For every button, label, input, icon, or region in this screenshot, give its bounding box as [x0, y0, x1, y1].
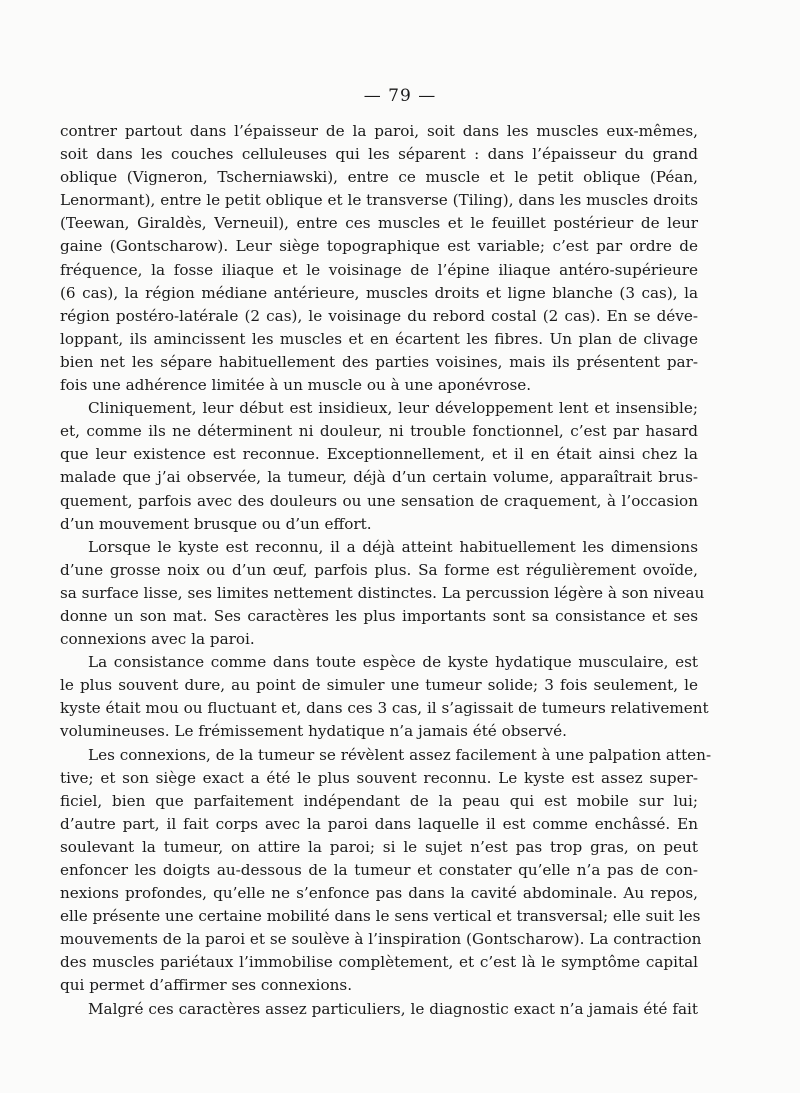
text-line: qui permet d’affirmer ses connexions.	[60, 976, 353, 995]
text-line: d’un mouvement brusque ou d’un effort.	[60, 514, 372, 533]
text-line: volumineuses. Le frémissement hydatique n’a jamais été observé.	[60, 722, 567, 741]
paragraph	[60, 998, 698, 1021]
text-line: loppant, ils amincissent les muscles et en écartent les fibres. Un plan de clivage	[60, 329, 698, 348]
text-line: le plus souvent dure, au point de simuler une tumeur solide; 3 fois seulement, le	[60, 676, 698, 695]
text-line: nexions profondes, qu’elle ne s’enfonce pas dans la cavité abdominale. Au repos,	[60, 884, 698, 903]
text-line: et, comme ils ne déterminent ni douleur, ni trouble fonctionnel, c’est par hasard	[60, 422, 698, 441]
text-line: bien net les sépare habituellement des parties voisines, mais ils présentent par-	[60, 352, 698, 371]
text-line: des muscles pariétaux l’immobilise complètement, et c’est là le symptôme capital	[60, 953, 698, 972]
paragraph	[60, 397, 698, 536]
text-line: Lenormant), entre le petit oblique et le transverse (Tiling), dans les muscles droits	[60, 191, 698, 210]
text-line: kyste était mou ou fluctuant et, dans ces 3 cas, il s’agissait de tumeurs relativement	[60, 699, 709, 718]
text-line: Cliniquement, leur début est insidieux, leur développement lent et insensible;	[88, 399, 698, 418]
text-line: (6 cas), la région médiane antérieure, muscles droits et ligne blanche (3 cas), la	[60, 283, 698, 302]
text-line: enfoncer les doigts au-dessous de la tumeur et constater qu’elle n’a pas de con-	[60, 861, 698, 879]
text-line: mouvements de la paroi et se soulève à l’inspiration (Gontscharow). La contraction	[60, 930, 702, 949]
text-line: ficiel, bien que parfaitement indépendant de la peau qui est mobile sur lui;	[60, 791, 698, 810]
text-line: contrer partout dans l’épaisseur de la paroi, soit dans les muscles eux-mêmes,	[60, 122, 698, 140]
body-text	[60, 120, 712, 1021]
text-line: Lorsque le kyste est reconnu, il a déjà atteint habituellement les dimensions	[88, 537, 698, 556]
paragraph	[60, 120, 698, 397]
paragraph	[60, 536, 705, 651]
text-line: quement, parfois avec des douleurs ou une sensation de craquement, à l’occasion	[60, 491, 698, 510]
text-line: La consistance comme dans toute espèce de kyste hydatique musculaire, est	[88, 653, 698, 672]
text-line: donne un son mat. Ses caractères les plus importants sont sa consistance et ses	[60, 606, 698, 625]
text-line: fois une adhérence limitée à un muscle ou à une aponévrose.	[60, 376, 532, 395]
page-number: — 79 —	[363, 86, 437, 106]
text-line: sa surface lisse, ses limites nettement distinctes. La percussion légère à son niveau	[60, 583, 705, 602]
text-line: Malgré ces caractères assez particuliers, le diagnostic exact n’a jamais été fait	[88, 999, 698, 1018]
text-line: tive; et son siège exact a été le plus souvent reconnu. Le kyste est assez super-	[60, 768, 698, 787]
text-line: oblique (Vigneron, Tscherniawski), entre ce muscle et le petit oblique (Péan,	[60, 168, 698, 187]
text-line: région postéro-latérale (2 cas), le voisinage du rebord costal (2 cas). En se déve-	[60, 306, 698, 325]
text-line: (Teewan, Giraldès, Verneuil), entre ces muscles et le feuillet postérieur de leur	[60, 214, 698, 233]
text-line: soit dans les couches celluleuses qui les séparent : dans l’épaisseur du grand	[60, 145, 698, 164]
text-line: que leur existence est reconnue. Exceptionnellement, et il en était ainsi chez la	[60, 445, 698, 464]
paragraph	[60, 651, 709, 743]
text-line: elle présente une certaine mobilité dans le sens vertical et transversal; elle suit les	[60, 907, 701, 926]
text-line: gaine (Gontscharow). Leur siège topographique est variable; c’est par ordre de	[60, 237, 698, 256]
text-line: d’autre part, il fait corps avec la paroi dans laquelle il est comme enchâssé. En	[60, 814, 698, 833]
text-line: Les connexions, de la tumeur se révèlent assez facilement à une palpation atten-	[88, 745, 712, 764]
text-line: fréquence, la fosse iliaque et le voisinage de l’épine iliaque antéro-supérieure	[60, 260, 698, 279]
text-line: malade que j’ai observée, la tumeur, déjà d’un certain volume, apparaîtrait brus-	[60, 468, 698, 487]
text-line: soulevant la tumeur, on attire la paroi; si le sujet n’est pas trop gras, on peut	[60, 837, 698, 856]
paragraph	[60, 744, 712, 998]
text-line: d’une grosse noix ou d’un œuf, parfois plus. Sa forme est régulièrement ovoïde,	[60, 560, 698, 579]
text-line: connexions avec la paroi.	[60, 630, 255, 649]
